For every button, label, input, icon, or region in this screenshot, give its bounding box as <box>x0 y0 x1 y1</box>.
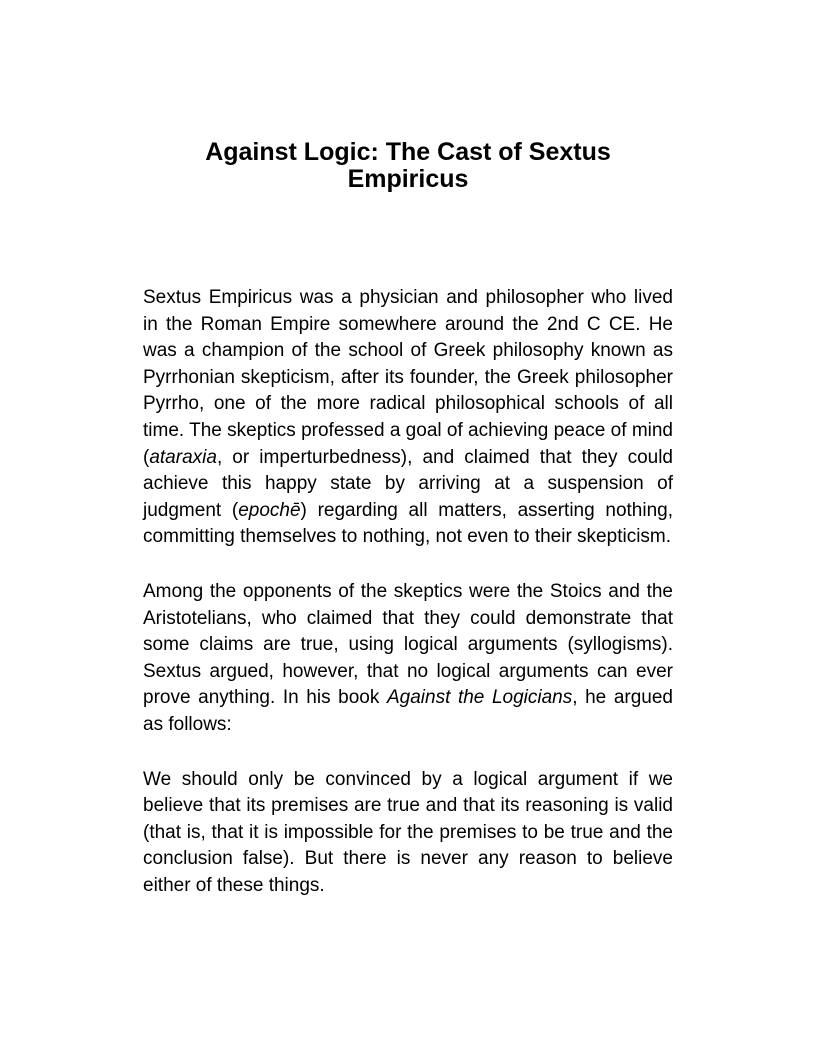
text-segment: Among the opponents of the skeptics were the Stoics and the Aristotelians, who claimed that they could demonstrate that some claims are true, using logical arguments (syllogisms). Sextus argued, however, that no logical arguments can ever prove anything. In his book <box>143 580 673 709</box>
text-segment: , or imperturbedness), and claimed that they could achieve this happy state by arriving at a suspension of judgment ( <box>143 446 673 521</box>
text-segment: , he argued as follows: <box>143 687 674 735</box>
paragraph <box>143 767 673 900</box>
italic-text: ataraxia <box>149 446 217 468</box>
text-segment: ) regarding all matters, asserting nothing, committing themselves to nothing, not even to their skepticism. <box>143 499 673 548</box>
text-segment: Sextus Empiricus was a physician and philosopher who lived in the Roman Empire somewhere around the 2nd C CE. He was a champion of the school of Greek philosophy known as Pyrrhonian skepticism, after its founder, the Greek philosopher Pyrrho, one of the more radical philosophical schools of all time. The skeptics professed a goal of achieving peace of mind ( <box>143 287 673 468</box>
italic-text: Against the Logicians <box>386 687 573 709</box>
paragraph <box>143 285 673 551</box>
document-content <box>143 0 673 899</box>
title-line-2: Empiricus <box>347 165 469 193</box>
italic-text: epochē <box>238 499 301 521</box>
title-line-1: Against Logic: The Cast of Sextus <box>205 138 611 166</box>
document-title <box>143 139 673 193</box>
document-body <box>143 285 673 899</box>
paragraph <box>143 579 673 739</box>
text-segment: We should only be convinced by a logical argument if we believe that its premises are true and that its reasoning is valid (that is, that it is impossible for the premises to be true and the conclusion false). But there is never any reason to believe either of these things. <box>143 768 673 896</box>
